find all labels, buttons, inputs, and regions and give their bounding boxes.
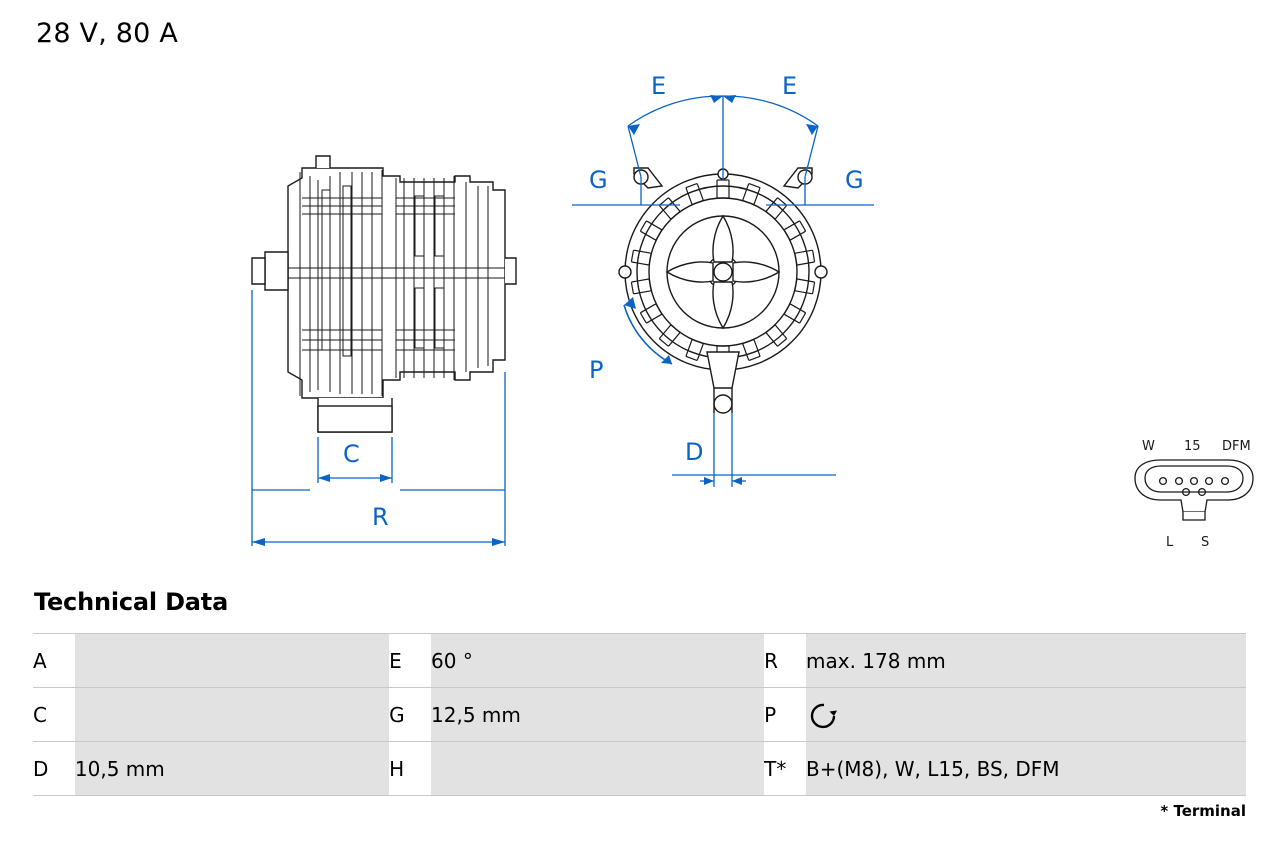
label-e-left: E bbox=[651, 72, 667, 100]
row-value-p bbox=[806, 688, 1246, 742]
row-key-a: A bbox=[33, 634, 75, 688]
connector-label-l: L bbox=[1166, 535, 1174, 550]
row-key-e: E bbox=[389, 634, 431, 688]
label-p: P bbox=[589, 356, 604, 384]
technical-data-heading: Technical Data bbox=[34, 588, 229, 616]
page-title: 28 V, 80 A bbox=[36, 18, 178, 49]
row-value-t: B+(M8), W, L15, BS, DFM bbox=[806, 742, 1246, 796]
label-e-right: E bbox=[782, 72, 798, 100]
row-value-d: 10,5 mm bbox=[75, 742, 389, 796]
row-value-g: 12,5 mm bbox=[431, 688, 764, 742]
row-value-r: max. 178 mm bbox=[806, 634, 1246, 688]
connector-label-s: S bbox=[1201, 535, 1210, 550]
row-key-d: D bbox=[33, 742, 75, 796]
connector-label-15: 15 bbox=[1184, 439, 1201, 454]
table-row bbox=[33, 742, 1246, 796]
row-value-a bbox=[75, 634, 389, 688]
label-g-left: G bbox=[589, 166, 608, 194]
rotation-direction-icon bbox=[806, 700, 840, 730]
label-r: R bbox=[372, 503, 389, 531]
row-value-c bbox=[75, 688, 389, 742]
row-key-r: R bbox=[764, 634, 806, 688]
row-key-c: C bbox=[33, 688, 75, 742]
terminal-footnote: * Terminal bbox=[1160, 802, 1246, 820]
row-key-g: G bbox=[389, 688, 431, 742]
row-value-h bbox=[431, 742, 764, 796]
label-c: C bbox=[343, 440, 360, 468]
row-key-p: P bbox=[764, 688, 806, 742]
connector-label-dfm: DFM bbox=[1222, 439, 1251, 454]
side-view-dimension-labels bbox=[343, 440, 389, 531]
row-key-h: H bbox=[389, 742, 431, 796]
table-row bbox=[33, 634, 1246, 688]
row-key-t: T* bbox=[764, 742, 806, 796]
side-view-alternator bbox=[252, 156, 516, 432]
connector-plug-diagram bbox=[1135, 460, 1253, 520]
label-g-right: G bbox=[845, 166, 864, 194]
connector-label-w: W bbox=[1142, 439, 1155, 454]
technical-data-table bbox=[33, 633, 1246, 796]
label-d: D bbox=[685, 438, 704, 466]
row-value-e: 60 ° bbox=[431, 634, 764, 688]
table-row bbox=[33, 688, 1246, 742]
